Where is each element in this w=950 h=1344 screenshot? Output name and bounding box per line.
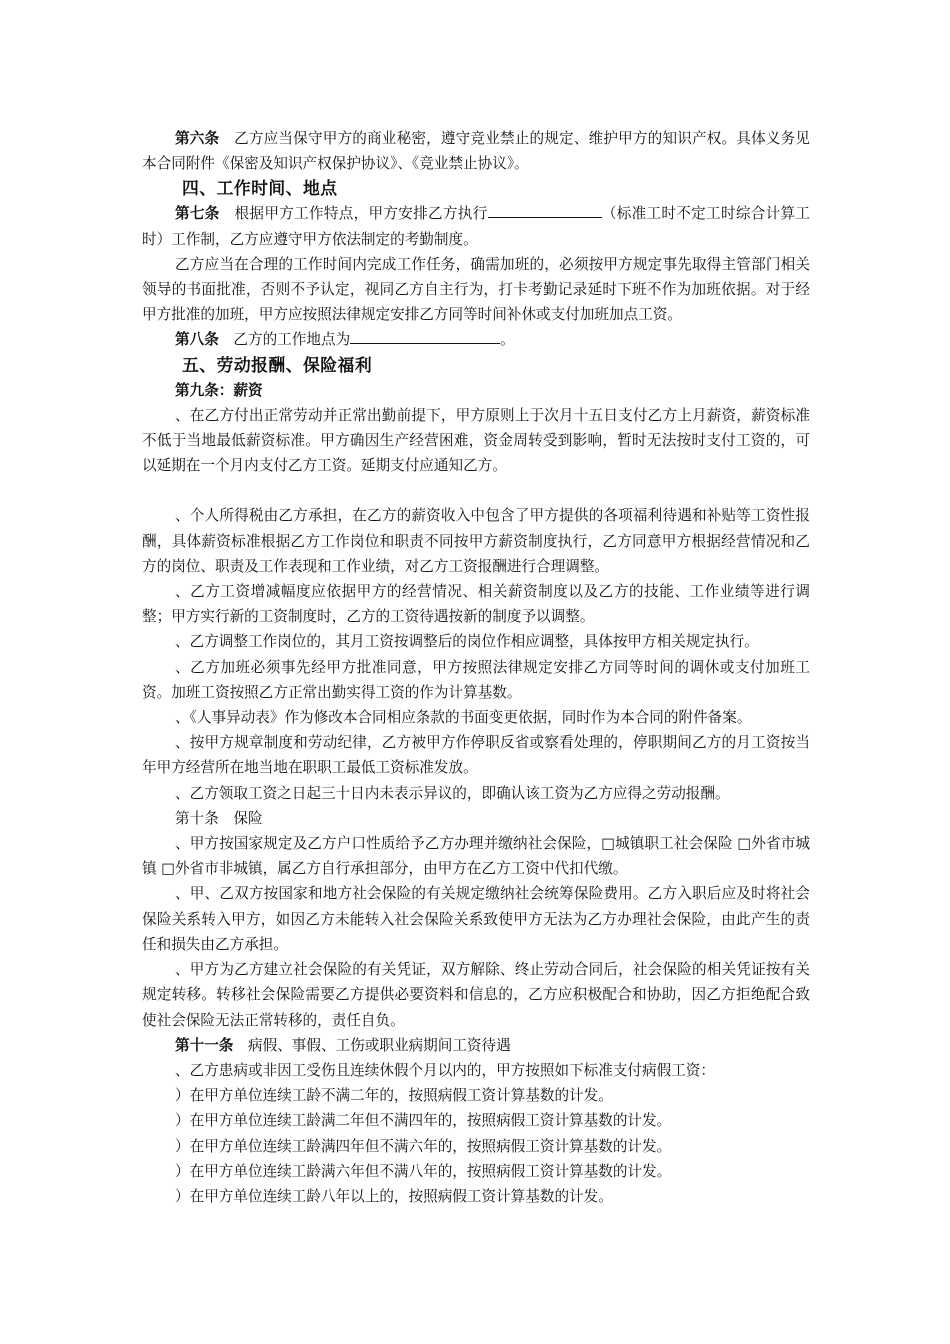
- article-10-title: 第十条 保险: [175, 809, 263, 827]
- article-10-item: 、甲方为乙方建立社会保险的有关凭证，双方解除、终止劳动合同后，社会保险的相关凭证按有关规定转移。转移社会保险需要乙方提供必要资料和信息的，乙方应积极配合和协助，因乙方拒绝配合致使社会保险无法正常转移的，责任自负。: [142, 961, 810, 1029]
- article-11: [142, 1033, 810, 1058]
- article-11-label: 第十一条: [175, 1036, 234, 1054]
- article-7-label: 第七条: [175, 205, 220, 223]
- article-11-item: ）在甲方单位连续工龄满四年但不满六年的，按照病假工资计算基数的计发。: [175, 1137, 672, 1155]
- article-9-item: 、乙方加班必须事先经甲方批准同意，甲方按照法律规定安排乙方同等时间的调休或支付加班工资。加班工资按照乙方正常出勤实得工资的作为计算基数。: [142, 658, 810, 701]
- section-5-title: 五、劳动报酬、保险福利: [182, 354, 373, 375]
- article-6: [142, 126, 810, 176]
- article-7-text-a: 根据甲方工作特点，甲方安排乙方执行: [234, 205, 488, 223]
- article-9-item: 、《人事异动表》作为修改本合同相应条款的书面变更依据，同时作为本合同的附件备案。: [175, 709, 752, 727]
- article-11-item: ）在甲方单位连续工龄满六年但不满八年的，按照病假工资计算基数的计发。: [175, 1162, 672, 1180]
- work-hours-blank: [488, 203, 602, 218]
- article-10-item: 、甲、乙双方按国家和地方社会保险的有关规定缴纳社会统筹保险费用。乙方入职后应及时将社会保险关系转入甲方，如因乙方未能转入社会保险关系致使甲方无法为乙方办理社会保险，由此产生的责任和损失由乙方承担。: [142, 885, 810, 953]
- article-8-text-a: 乙方的工作地点为: [233, 331, 351, 349]
- article-9-item: 、乙方领取工资之日起三十日内未表示异议的，即确认该工资为乙方应得之劳动报酬。: [175, 784, 730, 802]
- blank-line: [142, 478, 810, 503]
- article-7: [142, 201, 810, 251]
- work-location-blank: [350, 329, 500, 344]
- article-9-item: 、乙方调整工作岗位的，其月工资按调整后的岗位作相应调整，具体按甲方相关规定执行。: [175, 633, 759, 651]
- article-8-text-b: 。: [500, 331, 515, 349]
- article-6-label: 第六条: [175, 130, 220, 147]
- article-11-text: 病假、事假、工伤或职业病期间工资待遇: [248, 1036, 511, 1054]
- article-11-item: ）在甲方单位连续工龄满二年但不满四年的，按照病假工资计算基数的计发。: [175, 1112, 672, 1130]
- article-9-title: 第九条：薪资: [175, 381, 263, 399]
- article-11-item: ）在甲方单位连续工龄不满二年的，按照病假工资计算基数的计发。: [175, 1087, 613, 1105]
- article-7-text-b: （标准工时不定工时综合计算工时）工作制，乙方应遵守甲方依法制定的考勤制度。: [142, 205, 810, 248]
- article-9-item: 、个人所得税由乙方承担，在乙方的薪资收入中包含了甲方提供的各项福利待遇和补贴等工资性报酬，具体薪资标准根据乙方工作岗位和职责不同按甲方薪资制度执行，乙方同意甲方根据经营情况和乙方的岗位、职责及工作表现和工作业绩，对乙方工资报酬进行合理调整。: [142, 507, 810, 575]
- article-7-paragraph-2: 乙方应当在合理的工作时间内完成工作任务，确需加班的，必须按甲方规定事先取得主管部门相关领导的书面批准，否则不予认定，视同乙方自主行为，打卡考勤记录延时下班不作为加班依据。对于经甲方批准的加班，甲方应按照法律规定安排乙方同等时间补休或支付加班加点工资。: [142, 255, 810, 324]
- article-11-item: 、乙方患病或非因工受伤且连续休假个月以内的，甲方按照如下标准支付病假工资：: [175, 1061, 715, 1079]
- document-body: [142, 126, 810, 1209]
- article-9-item: 、按甲方规章制度和劳动纪律，乙方被甲方作停职反省或察看处理的，停职期间乙方的月工资按当年甲方经营所在地当地在职职工最低工资标准发放。: [142, 734, 810, 777]
- section-4-title: 四、工作时间、地点: [182, 178, 338, 199]
- article-11-item: ）在甲方单位连续工龄八年以上的，按照病假工资计算基数的计发。: [175, 1187, 613, 1205]
- article-9-item: 、在乙方付出正常劳动并正常出勤前提下，甲方原则上于次月十五日支付乙方上月薪资，薪资标准不低于当地最低薪资标准。甲方确因生产经营困难，资金周转受到影响，暂时无法按时支付工资的，可以延期在一个月内支付乙方工资。延期支付应通知乙方。: [142, 406, 810, 475]
- article-10-item: 、甲方按国家规定及乙方户口性质给予乙方办理并缴纳社会保险，□城镇职工社会保险 □外省市城镇 □外省市非城镇，属乙方自行承担部分，由甲方在乙方工资中代扣代缴。: [142, 835, 810, 878]
- article-6-text: 乙方应当保守甲方的商业秘密，遵守竞业禁止的规定、维护甲方的知识产权。具体义务见本合同附件《保密及知识产权保护协议》、《竞业禁止协议》。: [142, 130, 810, 173]
- article-8: [142, 327, 810, 352]
- article-8-label: 第八条: [175, 331, 219, 349]
- article-9-item: 、乙方工资增减幅度应依据甲方的经营情况、相关薪资制度以及乙方的技能、工作业绩等进行调整；甲方实行新的工资制度时，乙方的工资待遇按新的制度予以调整。: [142, 583, 810, 626]
